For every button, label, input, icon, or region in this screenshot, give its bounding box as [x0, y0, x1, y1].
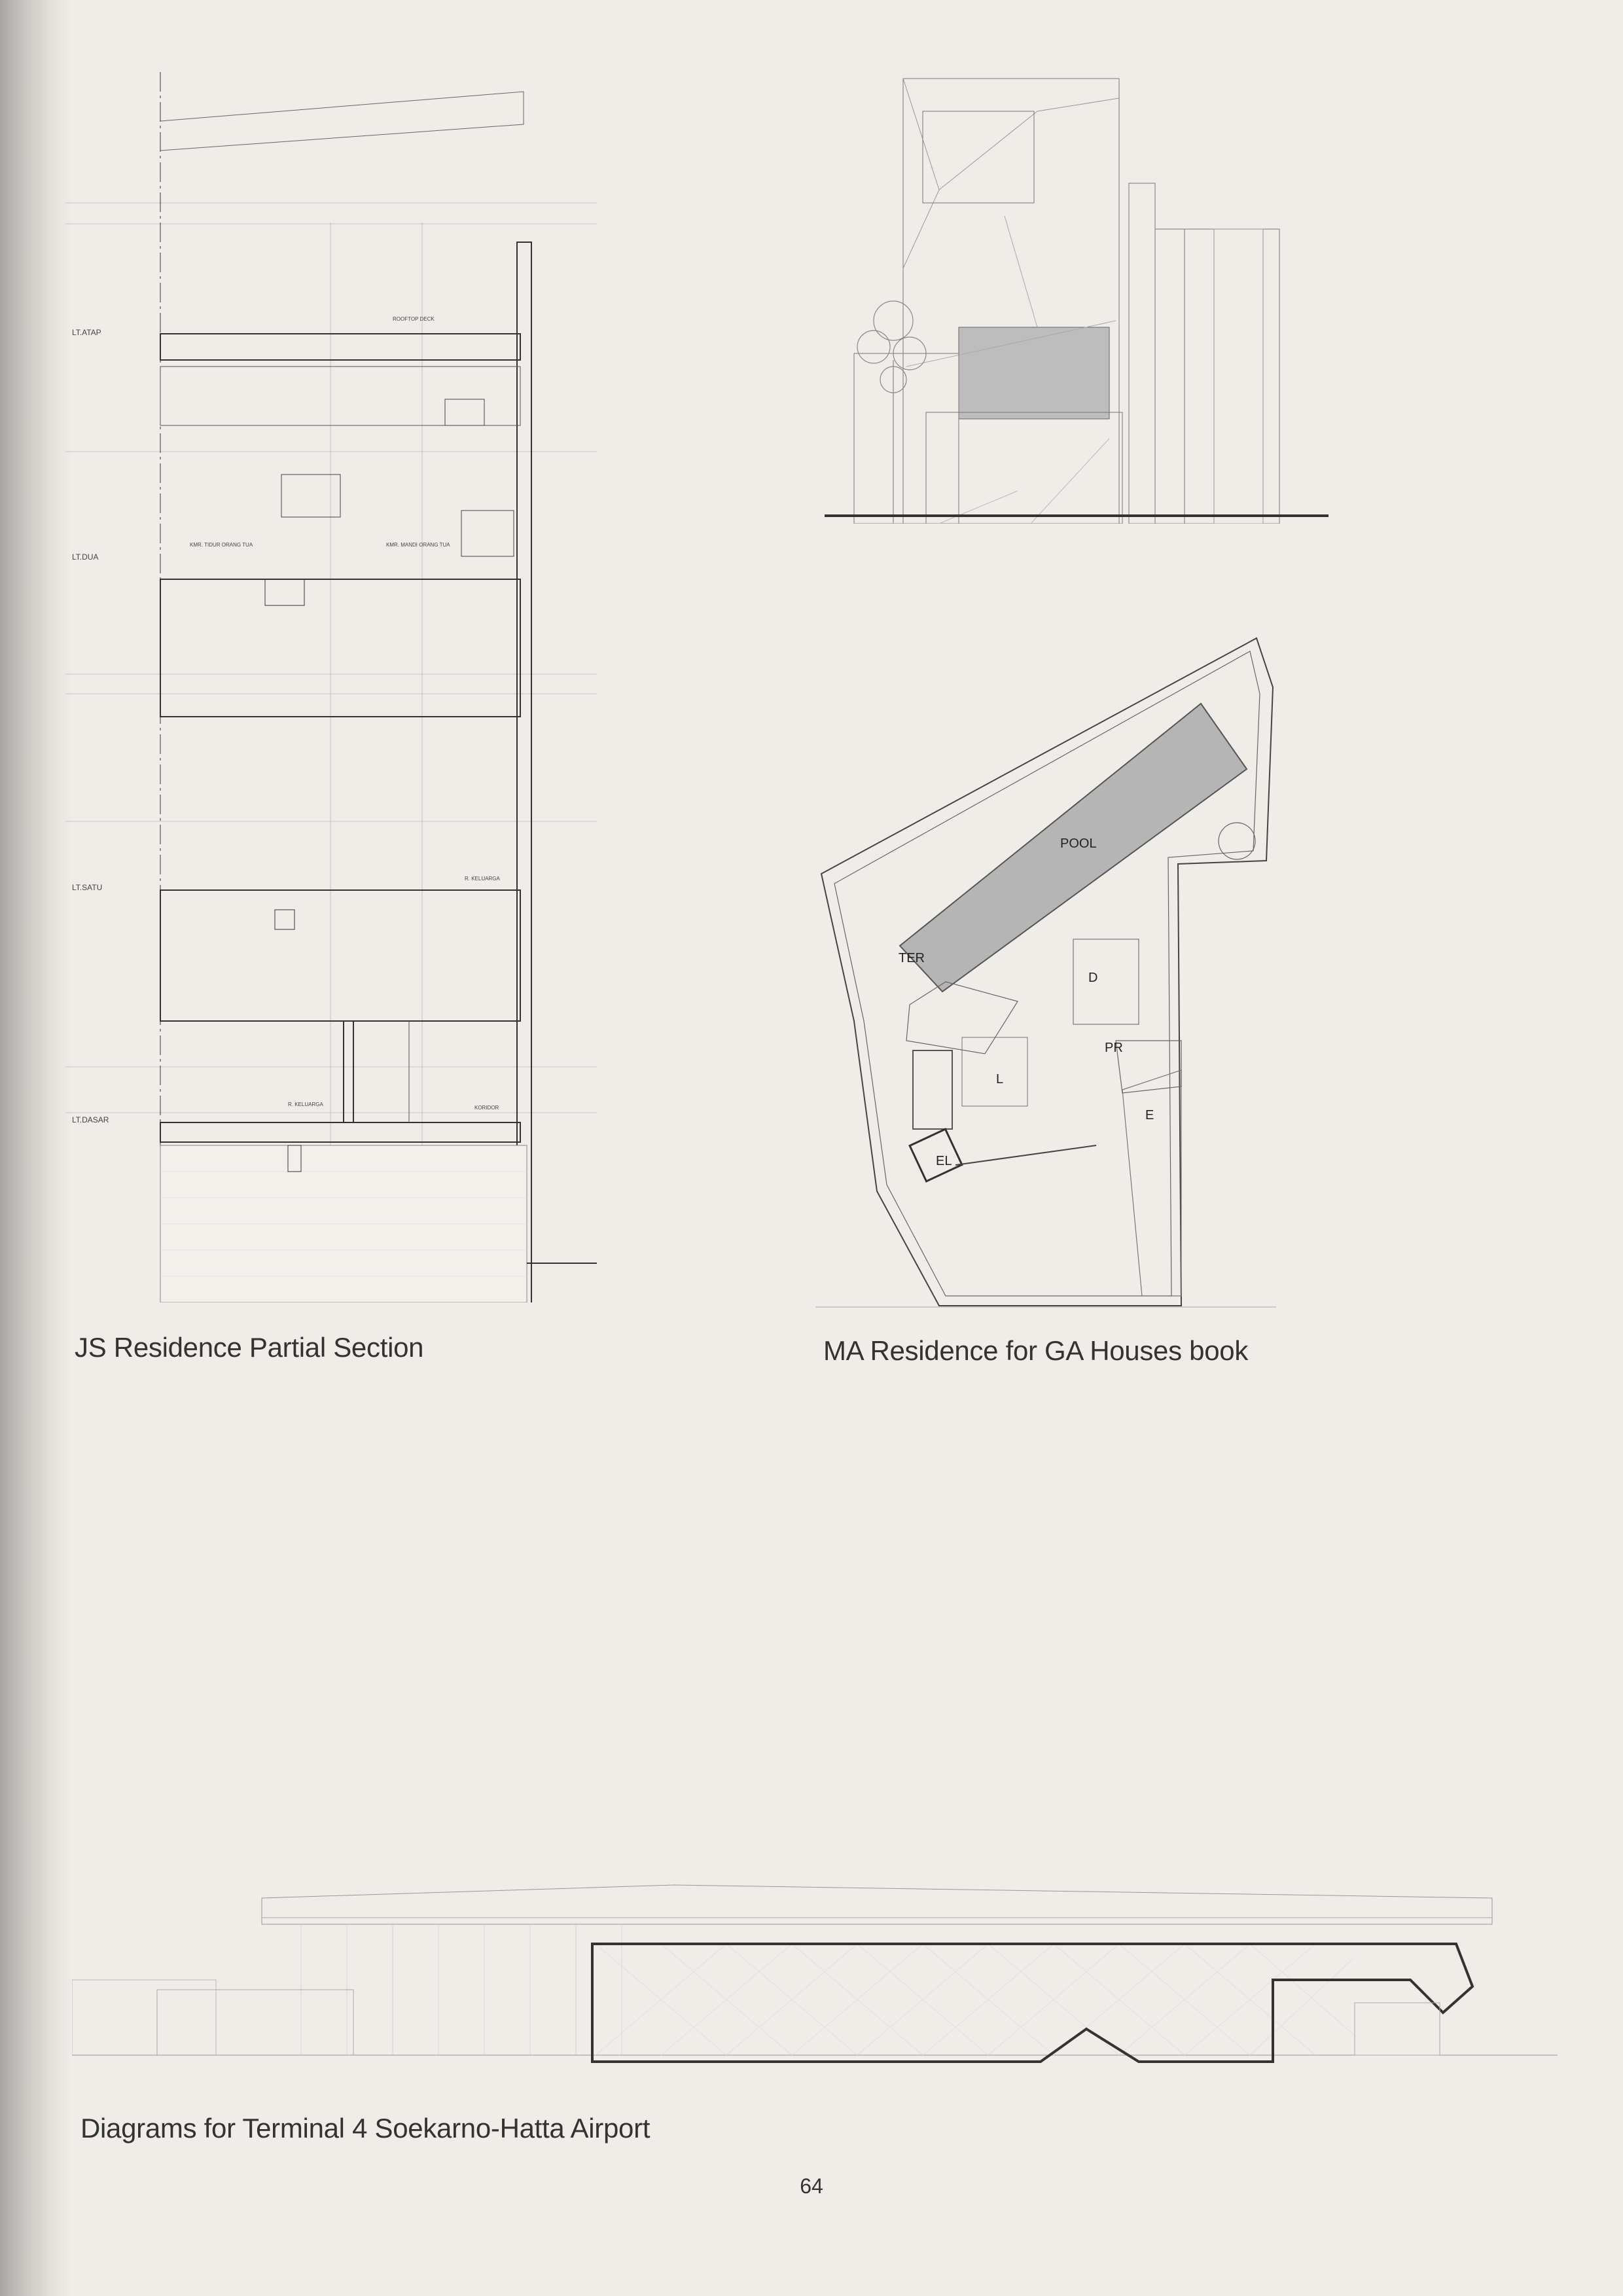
plan-label-d: D [1088, 971, 1098, 985]
section-caption: JS Residence Partial Section [75, 1332, 424, 1363]
svg-text:LT.SATU: LT.SATU [72, 883, 103, 892]
plan-label-pr: PR [1105, 1041, 1123, 1055]
plan-label-ter: TER [899, 951, 925, 965]
svg-text:KMR. TIDUR ORANG TUA: KMR. TIDUR ORANG TUA [190, 542, 253, 548]
svg-text:ROOFTOP DECK: ROOFTOP DECK [393, 316, 435, 322]
svg-text:R. KELUARGA: R. KELUARGA [465, 876, 500, 882]
svg-text:LT.DUA: LT.DUA [72, 552, 99, 562]
terminal-caption: Diagrams for Terminal 4 Soekarno-Hatta Airport [80, 2113, 651, 2144]
svg-text:LT.DASAR: LT.DASAR [72, 1115, 109, 1124]
book-spine-shadow [0, 0, 72, 2296]
svg-text:R. KELUARGA: R. KELUARGA [288, 1102, 323, 1107]
svg-text:LT.ATAP: LT.ATAP [72, 328, 101, 337]
ma-residence-elevation-drawing [821, 72, 1332, 524]
plan-label-el: EL [936, 1154, 952, 1168]
plan-label-e: E [1145, 1108, 1154, 1122]
svg-text:KMR. MANDI ORANG TUA: KMR. MANDI ORANG TUA [386, 542, 450, 548]
ma-residence-caption: MA Residence for GA Houses book [823, 1335, 1249, 1366]
terminal-elevation-drawing [72, 1872, 1558, 2072]
js-residence-section-drawing [65, 72, 602, 1302]
svg-text:KORIDOR: KORIDOR [474, 1105, 499, 1111]
plan-label-pool: POOL [1060, 836, 1097, 851]
plan-label-l: L [996, 1072, 1004, 1086]
ma-residence-plan-drawing [815, 635, 1279, 1312]
page-number: 64 [800, 2174, 823, 2198]
